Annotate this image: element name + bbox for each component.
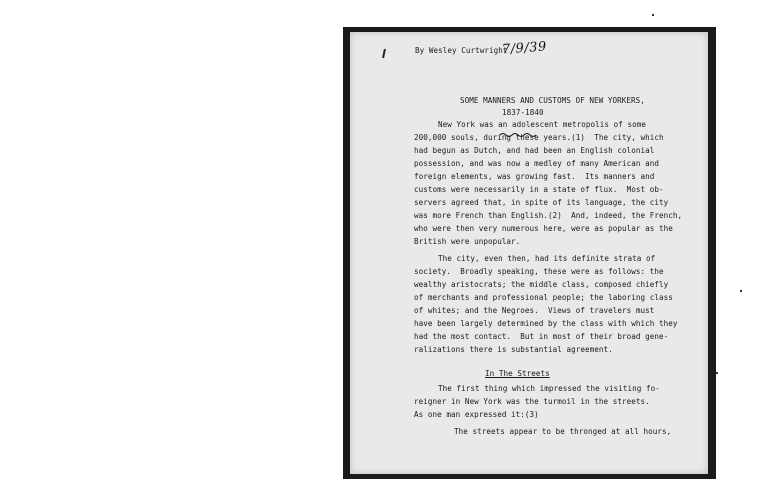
para1-line: had begun as Dutch, and had been an English colonial <box>414 146 655 155</box>
para1-line: possession, and was now a medley of many American and <box>414 159 659 168</box>
para1-line: New York was an adolescent metropolis of some <box>438 120 646 129</box>
scan-speck <box>740 290 742 292</box>
para1-line: servers agreed that, in spite of its language, the city <box>414 198 669 207</box>
typed-page <box>350 32 708 474</box>
para2-line: had the most contact. But in most of their broad gene- <box>414 332 669 341</box>
para1-line: was more French than English.(2) And, indeed, the French, <box>414 211 683 220</box>
handwritten-date: 7/9/39 <box>501 39 548 58</box>
para1-line: customs were necessarily in a state of flux. Most ob- <box>414 185 664 194</box>
pencil-mark <box>382 49 386 58</box>
section-line: reigner in New York was the turmoil in the streets. <box>414 397 650 406</box>
document-title: SOME MANNERS AND CUSTOMS OF NEW YORKERS, <box>460 96 645 105</box>
section-line: As one man expressed it:(3) <box>414 410 539 419</box>
section-line: The first thing which impressed the visiting fo- <box>438 384 660 393</box>
para2-line: of whites; and the Negroes. Views of travelers must <box>414 306 655 315</box>
para2-line: ralizations there is substantial agreement. <box>414 345 613 354</box>
para2-line: society. Broadly speaking, these were as follows: the <box>414 267 664 276</box>
scan-speck <box>716 372 718 374</box>
section-line: The streets appear to be thronged at all hours, <box>454 427 672 436</box>
para2-line: have been largely determined by the class with which they <box>414 319 678 328</box>
para2-line: of merchants and professional people; the laboring class <box>414 293 673 302</box>
section-heading: In The Streets <box>485 369 550 378</box>
scan-speck <box>652 14 654 16</box>
para1-line: 200,000 souls, during these years.(1) The city, which <box>414 133 664 142</box>
para2-line: wealthy aristocrats; the middle class, composed chiefly <box>414 280 669 289</box>
author-line: By Wesley Curtwright <box>415 46 508 55</box>
para2-line: The city, even then, had its definite strata of <box>438 254 656 263</box>
para1-line: British were unpopular. <box>414 237 521 246</box>
para1-line: who were then very numerous here, were as popular as the <box>414 224 673 233</box>
document-dates: 1837-1840 <box>502 108 544 117</box>
para1-line: foreign elements, was growing fast. Its manners and <box>414 172 655 181</box>
